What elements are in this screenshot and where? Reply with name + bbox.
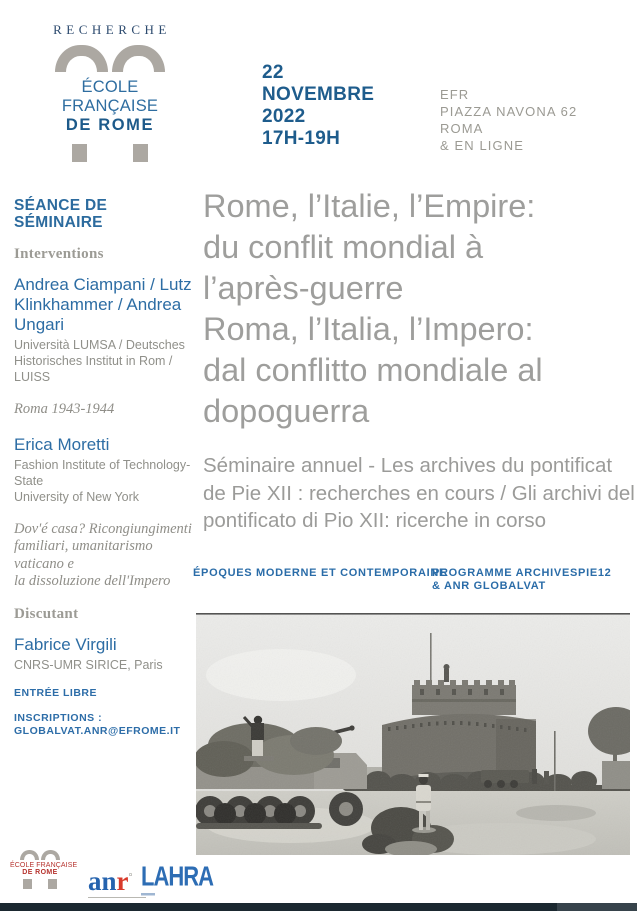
pillar-foot-left: [72, 144, 87, 162]
efr-footer-name-line1: ÉCOLE FRANÇAISE: [10, 862, 78, 869]
speaker-1-names: Andrea Ciampani / Lutz Klinkhammer / Andrea Ungari: [14, 275, 192, 334]
speaker-1-affiliation: Università LUMSA / Deutsches Historisches Institut in Rom / LUISS: [14, 338, 185, 384]
discutant-affiliation: CNRS-UMR SIRICE, Paris: [14, 657, 163, 672]
historic-photo: [196, 613, 630, 855]
anr-logo-rule: [88, 897, 146, 898]
page-title: Rome, l’Italie, l’Empire: du conflit mondial à l’après-guerre Roma, l’Italia, l’Impero: dal conflitto mondiale al dopoguerra: [203, 188, 543, 429]
anr-logo: [88, 864, 146, 898]
discutant-name: Fabrice Virgili: [14, 634, 117, 654]
speaker-2-affiliation: Fashion Institute of Technology-State University of New York: [14, 457, 191, 504]
efr-logo-name-line1: ÉCOLE FRANÇAISE: [61, 78, 159, 115]
seminar-subtitle: Séminaire annuel - Les archives du pontificat de Pie XII : recherches en cours / Gli archivi del pontificato di Pio XII: ricerche in corso: [203, 454, 635, 532]
speaker-2-name: Erica Moretti: [14, 434, 110, 454]
mini-arch-left-icon: [20, 850, 39, 860]
pillar-foot-right: [133, 144, 148, 162]
interventions-label: Interventions: [14, 246, 104, 262]
efr-logo: [36, 22, 184, 162]
seance-kicker: SÉANCE DE SÉMINAIRE: [14, 197, 108, 231]
efr-arches-icon: [36, 45, 184, 72]
efr-logo-name-line2: DE ROME: [65, 116, 155, 134]
event-date: 22 NOVEMBRE 2022 17H-19H: [262, 62, 375, 149]
discutant-label: Discutant: [14, 605, 79, 622]
event-venue: EFR PIAZZA NAVONA 62 ROMA & EN LIGNE: [440, 87, 578, 153]
larhra-logo-text: LAHRA: [141, 860, 213, 892]
arch-right-icon: [112, 45, 165, 72]
efr-logo-pillars-icon: [36, 144, 184, 162]
sidebar-program: [14, 197, 198, 738]
entry-note: ENTRÉE LIBRE: [14, 686, 98, 699]
larhra-logo: [141, 860, 213, 896]
efr-logo-recherche-label: RECHERCHE: [53, 22, 171, 37]
efr-mini-arches-icon: [10, 850, 70, 860]
efr-footer-name-line2: DE ROME: [22, 869, 58, 876]
bottom-bar: [0, 903, 637, 911]
tag-epoques: ÉPOQUES MODERNE ET CONTEMPORAINE: [193, 567, 448, 579]
efr-footer-logo: [10, 850, 78, 889]
talk-1-title: Roma 1943-1944: [14, 401, 115, 417]
anr-logo-degree-mark: °: [128, 872, 133, 883]
efr-mini-pillars-icon: [10, 879, 70, 889]
mini-arch-right-icon: [41, 850, 60, 860]
talk-2-title: Dov'é casa? Ricongiungimenti familiari, umanitarismo vaticano e la dissoluzione dell'Impero: [14, 520, 192, 589]
anr-logo-text-blue: an: [88, 866, 117, 896]
anr-logo-text-red: r: [116, 866, 129, 896]
larhra-logo-subline: [141, 893, 155, 896]
bottom-bar-right-segment: [557, 903, 637, 911]
tag-programme: PROGRAMME ARCHIVESPIE12 & ANR GLOBALVAT: [432, 567, 612, 592]
arch-left-icon: [55, 45, 108, 72]
inscriptions-note: INSCRIPTIONS : GLOBALVAT.ANR@EFROME.IT: [14, 711, 181, 737]
